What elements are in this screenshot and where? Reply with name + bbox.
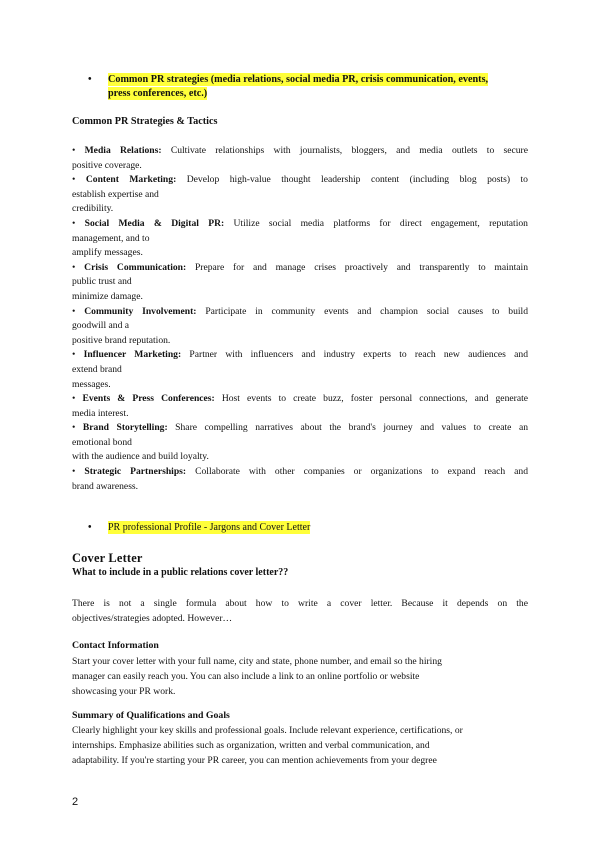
tactic-continuation: positive brand reputation.	[72, 334, 171, 346]
tactics-list	[72, 144, 528, 494]
tactic-title: Social Media & Digital PR:	[84, 217, 225, 229]
tactic-item	[72, 465, 528, 494]
tactic-description: Share compelling narratives about the brand's journey and values to create an	[167, 422, 528, 434]
tactic-title: Events & Press Conferences:	[82, 393, 215, 405]
tactic-title: Influencer Marketing:	[83, 349, 182, 361]
tactic-title: Crisis Communication:	[84, 261, 187, 273]
tactic-bullet: •	[72, 217, 85, 229]
tactic-description: Collaborate with other companies or organizations to expand reach and	[186, 466, 528, 478]
cover-letter-title: Cover Letter	[72, 551, 143, 565]
tactic-continuation: minimize damage.	[72, 290, 143, 302]
summary-paragraph	[72, 723, 528, 769]
tactic-bullet: •	[72, 422, 83, 434]
tactic-bullet: •	[72, 466, 85, 478]
page-number: 2	[72, 796, 79, 808]
tactic-continuation: media interest.	[72, 407, 129, 419]
tactic-description: Utilize social media platforms for direct engagement, reputation	[224, 217, 528, 229]
tactic-bullet: •	[72, 393, 83, 405]
tactic-bullet: •	[72, 349, 84, 361]
tactic-continuation: emotional bond	[72, 436, 132, 448]
intro-line-1: There is not a single formula about how to write a cover letter. Because it depends on the	[72, 598, 528, 609]
summary-line-2: internships. Emphasize abilities such as organization, written and verbal communication, and	[72, 740, 430, 752]
summary-heading: Summary of Qualifications and Goals	[72, 710, 230, 721]
intro-line-2: objectives/strategies adopted. However…	[72, 613, 233, 625]
contact-line-2: manager can easily reach you. You can also include a link to an online portfolio or website	[72, 671, 420, 683]
intro-paragraph	[72, 596, 528, 626]
tactic-continuation: public trust and	[72, 276, 132, 288]
tactic-item	[72, 392, 528, 421]
tactic-title: Content Marketing:	[85, 174, 177, 186]
tactic-item	[72, 261, 528, 305]
tactic-description: Cultivate relationships with journalists, bloggers, and media outlets to secure	[161, 145, 528, 156]
tactic-description: Prepare for and manage crises proactively and transparently to maintain	[186, 261, 528, 273]
tactic-continuation: extend brand	[72, 363, 122, 375]
section-heading: Common PR Strategies & Tactics	[72, 116, 218, 127]
tactic-title: Strategic Partnerships:	[84, 466, 187, 478]
tactic-bullet: •	[72, 174, 86, 186]
tactic-title: Community Involvement:	[84, 305, 197, 317]
bullet-marker: •	[88, 522, 92, 533]
bullet-text-line-2: press conferences, etc.)	[108, 88, 208, 99]
tactic-item	[72, 348, 528, 392]
cover-letter-question: What to include in a public relations cover letter??	[72, 567, 289, 578]
tactic-bullet: •	[72, 145, 85, 156]
summary-line-3: adaptability. If you're starting your PR career, you can mention achievements from your degree	[72, 755, 437, 767]
contact-line-3: showcasing your PR work.	[72, 686, 176, 698]
tactic-continuation: goodwill and a	[72, 320, 130, 332]
tactic-continuation: with the audience and build loyalty.	[72, 451, 209, 463]
tactic-bullet: •	[72, 305, 85, 317]
tactic-description: Partner with influencers and industry experts to reach new audiences and	[181, 349, 528, 361]
tactic-description: Participate in community events and champion social causes to build	[196, 305, 528, 317]
tactic-bullet: •	[72, 261, 85, 273]
tactic-title: Media Relations:	[84, 145, 162, 156]
tactic-continuation: positive coverage.	[72, 159, 142, 171]
contact-paragraph	[72, 654, 528, 700]
tactic-continuation: amplify messages.	[72, 247, 143, 259]
tactic-description: Develop high-value thought leadership content (including blog posts) to	[176, 174, 528, 186]
bullet-text: PR professional Profile - Jargons and Cover Letter	[108, 522, 311, 533]
tactic-continuation: management, and to	[72, 232, 150, 244]
tactic-continuation: establish expertise and	[72, 188, 159, 200]
bullet-text-line-1: Common PR strategies (media relations, social media PR, crisis communication, events,	[108, 74, 489, 85]
tactic-title: Brand Storytelling:	[82, 422, 168, 434]
tactic-continuation: brand awareness.	[72, 480, 139, 492]
tactic-item	[72, 173, 528, 217]
tactic-description: Host events to create buzz, foster personal connections, and generate	[214, 393, 528, 405]
tactic-item	[72, 305, 528, 349]
tactic-continuation: credibility.	[72, 203, 114, 215]
tactic-item	[72, 421, 528, 465]
contact-heading: Contact Information	[72, 640, 159, 651]
summary-line-1: Clearly highlight your key skills and professional goals. Include relevant experience, certifications, or	[72, 725, 463, 736]
contact-line-1: Start your cover letter with your full name, city and state, phone number, and email so the hiring	[72, 656, 442, 667]
tactic-item	[72, 217, 528, 261]
tactic-item	[72, 144, 528, 173]
tactic-continuation: messages.	[72, 378, 111, 390]
bullet-marker: •	[88, 74, 92, 85]
